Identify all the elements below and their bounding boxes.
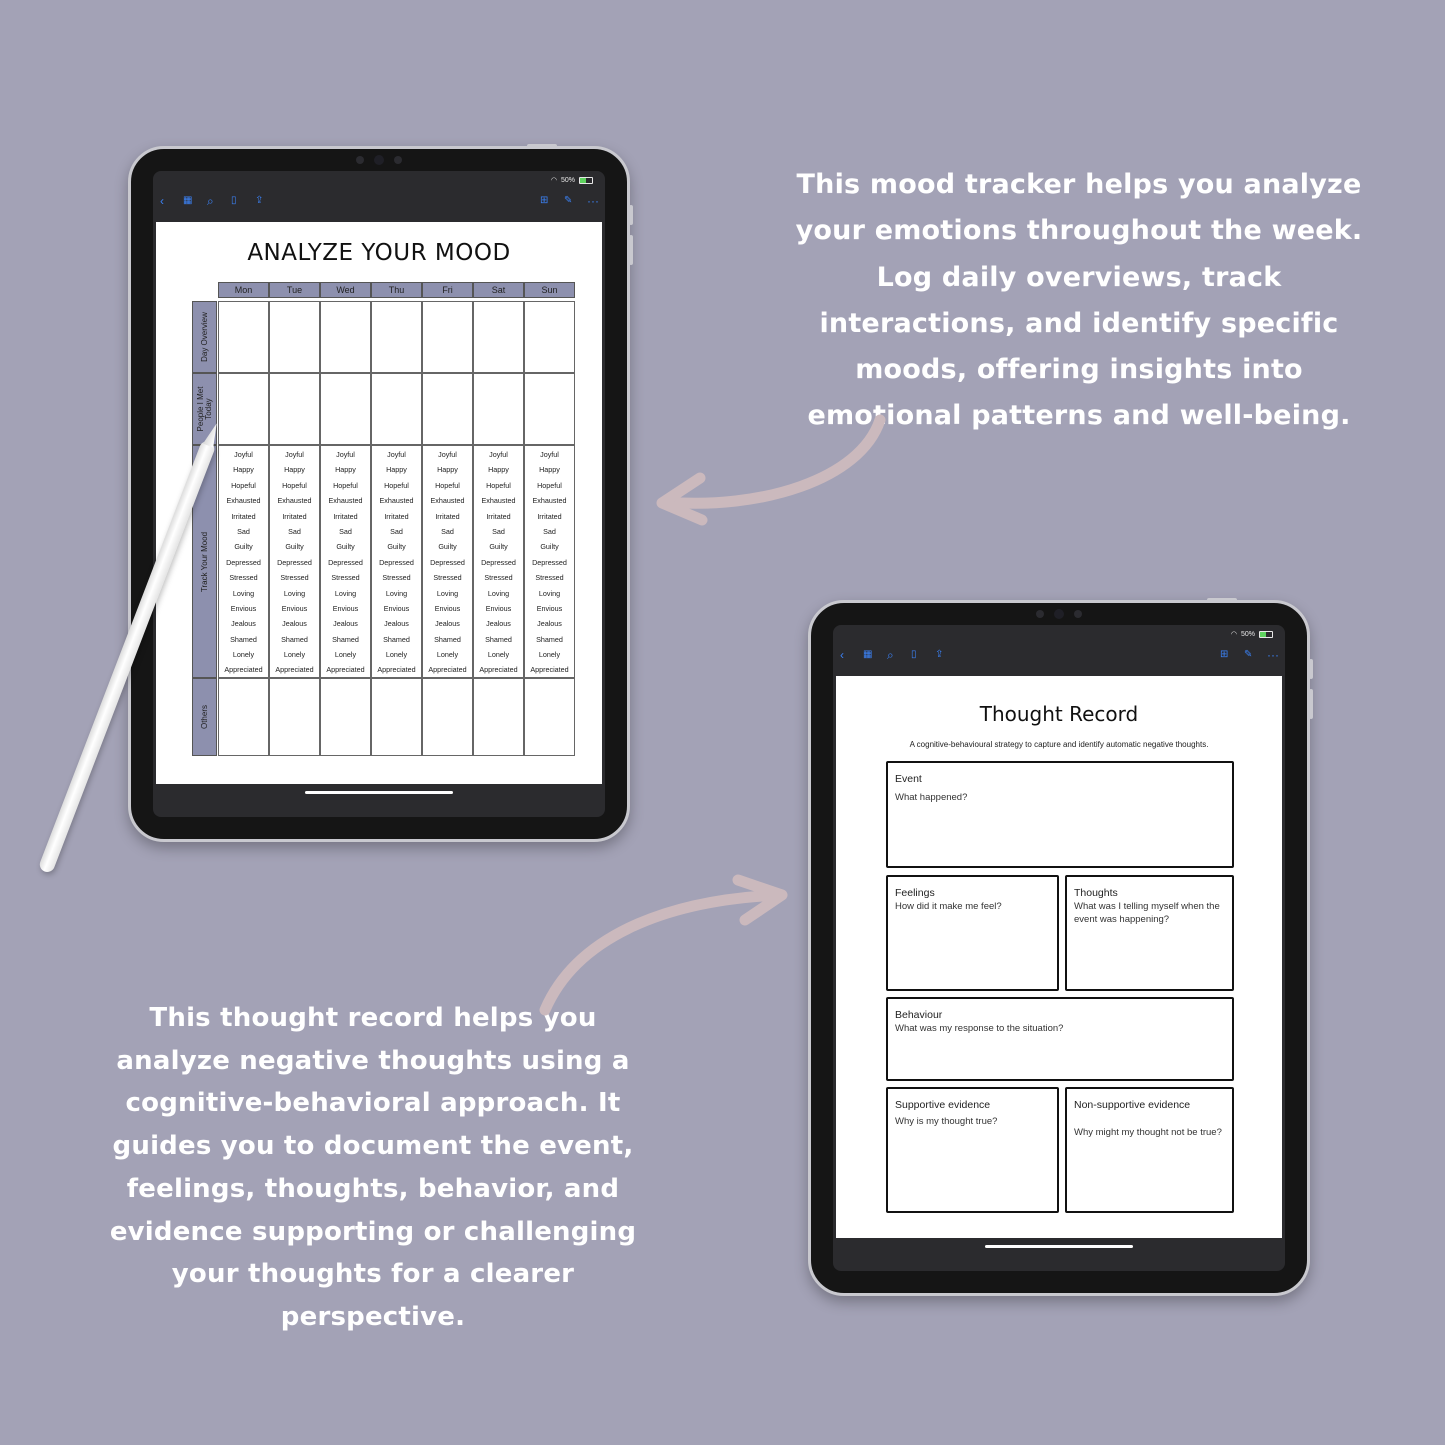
page-title: Thought Record [979, 702, 1139, 726]
mood-option[interactable]: Lonely [385, 650, 408, 660]
day-header-mon: Mon [218, 282, 269, 298]
mood-option[interactable]: Irritated [384, 511, 409, 521]
mood-option[interactable]: Shamed [485, 634, 512, 644]
mood-option[interactable]: Joyful [438, 450, 457, 459]
mood-option[interactable]: Shamed [281, 634, 308, 644]
day-overview-cell-sat[interactable] [473, 301, 524, 373]
row-header-others: Others [192, 678, 217, 756]
mood-option[interactable]: Happy [335, 465, 356, 475]
mood-option[interactable]: Jealous [282, 619, 307, 629]
mood-option[interactable]: Guilty [438, 542, 457, 552]
mood-option[interactable]: Stressed [433, 573, 462, 583]
mood-option[interactable]: Stressed [331, 573, 360, 583]
feelings-box[interactable] [886, 875, 1059, 991]
people-cell-tue[interactable] [269, 373, 320, 445]
search-icon[interactable]: ⌕ [887, 648, 894, 662]
mood-option[interactable]: Joyful [489, 450, 508, 459]
add-page-icon[interactable]: ⊞ [540, 195, 549, 206]
row-header-track-mood: Track Your Mood [192, 445, 217, 678]
mood-option[interactable]: Shamed [434, 634, 461, 644]
battery-icon [579, 177, 593, 184]
day-header-tue: Tue [269, 282, 320, 298]
mood-option[interactable]: Sad [288, 526, 301, 536]
mood-option[interactable]: Envious [281, 603, 308, 613]
mood-option[interactable]: Sad [543, 526, 556, 536]
others-cell-sun[interactable] [524, 678, 575, 756]
camera [356, 155, 402, 165]
supportive-evidence-label: Supportive evidence [895, 1099, 991, 1111]
camera [1036, 609, 1082, 619]
mood-option[interactable]: Sad [237, 526, 250, 536]
mood-option[interactable]: Guilty [489, 542, 508, 552]
mood-option[interactable]: Joyful [285, 450, 304, 459]
feelings-question: How did it make me feel? [895, 901, 1002, 912]
event-box[interactable] [886, 761, 1234, 868]
mood-option[interactable]: Hopeful [537, 480, 562, 490]
mood-option[interactable]: Happy [386, 465, 407, 475]
mood-option[interactable]: Stressed [535, 573, 564, 583]
supportive-evidence-question: Why is my thought true? [895, 1116, 998, 1127]
mood-option[interactable]: Envious [383, 603, 410, 613]
event-label: Event [895, 773, 922, 785]
mood-option[interactable]: Depressed [481, 557, 516, 567]
mood-option[interactable]: Loving [487, 588, 510, 598]
toolbar [153, 189, 605, 213]
day-header-sat: Sat [473, 282, 524, 298]
mood-option[interactable]: Loving [385, 588, 408, 598]
mood-cell-sat[interactable] [473, 445, 524, 678]
mood-option[interactable]: Exhausted [277, 496, 312, 506]
mood-option[interactable]: Hopeful [282, 480, 307, 490]
mood-option[interactable]: Irritated [537, 511, 562, 521]
day-overview-cell-mon[interactable] [218, 301, 269, 373]
others-cell-sat[interactable] [473, 678, 524, 756]
bookmark-icon[interactable]: ▯ [231, 195, 237, 206]
mood-option[interactable]: Jealous [486, 619, 511, 629]
mood-option[interactable]: Irritated [231, 511, 256, 521]
mood-option[interactable]: Loving [334, 588, 357, 598]
mood-option[interactable]: Depressed [532, 557, 567, 567]
battery-icon [1259, 631, 1273, 638]
grid-icon[interactable]: ▦ [183, 195, 193, 206]
share-icon[interactable]: ⇪ [255, 195, 264, 206]
grid-icon[interactable]: ▦ [863, 649, 873, 660]
back-icon[interactable]: ‹ [160, 194, 164, 208]
mood-option[interactable]: Jealous [333, 619, 358, 629]
thoughts-box[interactable] [1065, 875, 1234, 991]
mood-option[interactable]: Depressed [226, 557, 261, 567]
feelings-label: Feelings [895, 887, 935, 899]
mood-option[interactable]: Envious [536, 603, 563, 613]
mood-option[interactable]: Stressed [382, 573, 411, 583]
mood-option[interactable]: Hopeful [384, 480, 409, 490]
day-overview-cell-wed[interactable] [320, 301, 371, 373]
mood-option[interactable]: Appreciated [326, 665, 365, 675]
mood-option[interactable]: Stressed [229, 573, 258, 583]
behaviour-label: Behaviour [895, 1009, 943, 1021]
mood-option[interactable]: Stressed [280, 573, 309, 583]
mood-option[interactable]: Shamed [332, 634, 359, 644]
mood-option[interactable]: Jealous [231, 619, 256, 629]
mood-cell-fri[interactable] [422, 445, 473, 678]
non-supportive-evidence-label: Non-supportive evidence [1074, 1099, 1191, 1111]
mood-option[interactable]: Sad [339, 526, 352, 536]
mood-option[interactable]: Happy [233, 465, 254, 475]
day-overview-cell-fri[interactable] [422, 301, 473, 373]
thought-record-page [836, 676, 1282, 1238]
mood-option[interactable]: Stressed [484, 573, 513, 583]
tablet-mood-tracker [128, 146, 630, 842]
mood-cell-tue[interactable] [269, 445, 320, 678]
mood-option[interactable]: Loving [232, 588, 255, 598]
mood-option[interactable]: Appreciated [530, 665, 569, 675]
home-indicator [305, 791, 453, 794]
mood-option[interactable]: Loving [283, 588, 306, 598]
more-icon[interactable]: ··· [1267, 648, 1279, 662]
day-header-sun: Sun [524, 282, 575, 298]
mood-option[interactable]: Envious [485, 603, 512, 613]
people-cell-fri[interactable] [422, 373, 473, 445]
others-cell-mon[interactable] [218, 678, 269, 756]
mood-option[interactable]: Appreciated [479, 665, 518, 675]
event-question: What happened? [895, 792, 968, 803]
search-icon[interactable]: ⌕ [207, 194, 214, 208]
mood-cell-thu[interactable] [371, 445, 422, 678]
mood-option[interactable]: Appreciated [275, 665, 314, 675]
mood-option[interactable]: Irritated [333, 511, 358, 521]
page-title: ANALYZE YOUR MOOD [247, 240, 511, 266]
mood-option[interactable]: Lonely [232, 650, 255, 660]
mood-option[interactable]: Happy [488, 465, 509, 475]
behaviour-question: What was my response to the situation? [895, 1023, 1064, 1034]
day-header-wed: Wed [320, 282, 371, 298]
others-cell-thu[interactable] [371, 678, 422, 756]
page-subtitle: A cognitive-behavioural strategy to capture and identify automatic negative thoughts. [909, 740, 1209, 749]
mood-option[interactable]: Irritated [435, 511, 460, 521]
mood-option[interactable]: Sad [390, 526, 403, 536]
mood-option[interactable]: Appreciated [428, 665, 467, 675]
mood-option[interactable]: Exhausted [532, 496, 567, 506]
mood-option[interactable]: Appreciated [377, 665, 416, 675]
add-page-icon[interactable]: ⊞ [1220, 649, 1229, 660]
mood-option[interactable]: Jealous [537, 619, 562, 629]
day-overview-cell-tue[interactable] [269, 301, 320, 373]
mood-option[interactable]: Guilty [285, 542, 304, 552]
day-header-fri: Fri [422, 282, 473, 298]
mood-option[interactable]: Guilty [336, 542, 355, 552]
mood-cell-mon[interactable] [218, 445, 269, 678]
others-cell-tue[interactable] [269, 678, 320, 756]
mood-option[interactable]: Guilty [387, 542, 406, 552]
thoughts-question: What was I telling myself when the event was happening? [1074, 901, 1220, 925]
mood-option[interactable]: Exhausted [430, 496, 465, 506]
supportive-evidence-box[interactable] [886, 1087, 1059, 1213]
day-overview-cell-sun[interactable] [524, 301, 575, 373]
mood-option[interactable]: Exhausted [226, 496, 261, 506]
others-cell-wed[interactable] [320, 678, 371, 756]
non-supportive-evidence-question: Why might my thought not be true? [1074, 1127, 1222, 1138]
mood-option[interactable]: Lonely [283, 650, 306, 660]
mood-option[interactable]: Irritated [486, 511, 511, 521]
thoughts-label: Thoughts [1074, 887, 1118, 899]
mood-cell-wed[interactable] [320, 445, 371, 678]
mood-option[interactable]: Shamed [230, 634, 257, 644]
home-indicator [985, 1245, 1133, 1248]
mood-option[interactable]: Guilty [234, 542, 253, 552]
toolbar [833, 643, 1285, 667]
share-icon[interactable]: ⇪ [935, 649, 944, 660]
mood-option[interactable]: Depressed [430, 557, 465, 567]
pen-icon[interactable]: ✎ [1244, 649, 1253, 660]
people-cell-mon[interactable] [218, 373, 269, 445]
back-icon[interactable]: ‹ [840, 648, 844, 662]
people-cell-sun[interactable] [524, 373, 575, 445]
mood-option[interactable]: Irritated [282, 511, 307, 521]
people-cell-wed[interactable] [320, 373, 371, 445]
mood-option[interactable]: Hopeful [435, 480, 460, 490]
mood-option[interactable]: Guilty [540, 542, 559, 552]
wifi-icon: ◠ [1230, 631, 1237, 638]
status-bar [551, 176, 593, 184]
mood-option[interactable]: Happy [437, 465, 458, 475]
row-header-people: People I Met Today [192, 373, 217, 445]
mood-option[interactable]: Happy [539, 465, 560, 475]
wifi-icon: ◠ [550, 177, 557, 184]
mood-option[interactable]: Depressed [328, 557, 363, 567]
row-header-day-overview: Day Overview [192, 301, 217, 373]
day-overview-cell-thu[interactable] [371, 301, 422, 373]
mood-tracker-caption: This mood tracker helps you analyze your emotions throughout the week. Log daily overviews, track interactions, and identify specific moods, offering insights into emotional patterns and well-being. [795, 169, 1363, 432]
battery-percent: 50% [560, 176, 575, 184]
mood-option[interactable]: Appreciated [224, 665, 263, 675]
day-header-thu: Thu [371, 282, 422, 298]
mood-option[interactable]: Hopeful [333, 480, 358, 490]
mood-option[interactable]: Envious [230, 603, 257, 613]
mood-option[interactable]: Lonely [436, 650, 459, 660]
status-bar [1231, 630, 1273, 638]
mood-option[interactable]: Joyful [336, 450, 355, 459]
mood-option[interactable]: Shamed [383, 634, 410, 644]
mood-option[interactable]: Exhausted [379, 496, 414, 506]
tablet-screen [153, 171, 605, 817]
mood-option[interactable]: Sad [441, 526, 454, 536]
mood-option[interactable]: Loving [538, 588, 561, 598]
thought-record-caption: This thought record helps you analyze negative thoughts using a cognitive-behavioral approach. It guides you to document the event, feelings, thoughts, behavior, and evidence supporting or challenging your thoughts for a clearer perspective. [109, 1003, 637, 1332]
mood-tracker-page [156, 222, 602, 784]
mood-option[interactable]: Joyful [540, 450, 559, 459]
mood-option[interactable]: Lonely [487, 650, 510, 660]
non-supportive-evidence-box[interactable] [1065, 1087, 1234, 1213]
mood-option[interactable]: Hopeful [231, 480, 256, 490]
mood-cell-sun[interactable] [524, 445, 575, 678]
mood-option[interactable]: Joyful [387, 450, 406, 459]
mood-option[interactable]: Sad [492, 526, 505, 536]
mood-option[interactable]: Depressed [277, 557, 312, 567]
mood-option[interactable]: Envious [434, 603, 461, 613]
mood-option[interactable]: Joyful [234, 450, 253, 459]
mood-option[interactable]: Exhausted [481, 496, 516, 506]
mood-option[interactable]: Happy [284, 465, 305, 475]
battery-percent: 50% [1240, 630, 1255, 638]
mood-option[interactable]: Exhausted [328, 496, 363, 506]
mood-option[interactable]: Envious [332, 603, 359, 613]
people-cell-sat[interactable] [473, 373, 524, 445]
bookmark-icon[interactable]: ▯ [911, 649, 917, 660]
pen-icon[interactable]: ✎ [564, 195, 573, 206]
people-cell-thu[interactable] [371, 373, 422, 445]
tablet-thought-record [808, 600, 1310, 1296]
others-cell-fri[interactable] [422, 678, 473, 756]
mood-option[interactable]: Hopeful [486, 480, 511, 490]
mood-option[interactable]: Lonely [538, 650, 561, 660]
mood-option[interactable]: Shamed [536, 634, 563, 644]
tablet-screen [833, 625, 1285, 1271]
mood-option[interactable]: Jealous [435, 619, 460, 629]
mood-option[interactable]: Jealous [384, 619, 409, 629]
more-icon[interactable]: ··· [587, 194, 599, 208]
mood-option[interactable]: Depressed [379, 557, 414, 567]
behaviour-box[interactable] [886, 997, 1234, 1081]
mood-option[interactable]: Loving [436, 588, 459, 598]
mood-option[interactable]: Lonely [334, 650, 357, 660]
